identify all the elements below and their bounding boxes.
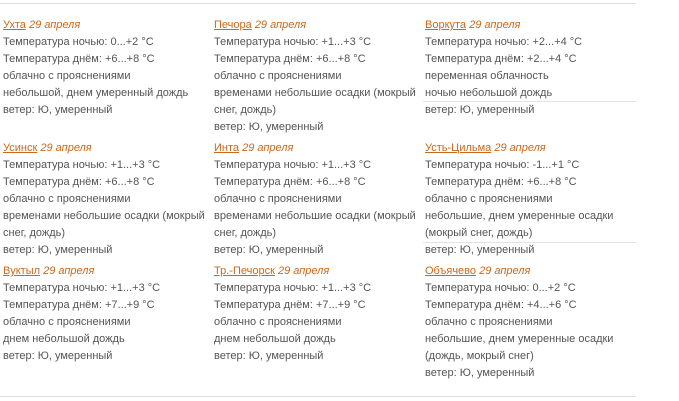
conditions-line: снег, дождь) <box>3 227 66 239</box>
conditions-line: временами небольшие осадки (мокрый <box>214 87 416 99</box>
forecast-card <box>214 140 425 259</box>
conditions-line: облачно с прояснениями <box>3 316 131 328</box>
night-temperature: Температура ночью: +1...+3 °C <box>214 159 372 171</box>
conditions-line: днем небольшой дождь <box>3 333 125 345</box>
wind-text: ветер: Ю, умеренный <box>3 104 113 116</box>
conditions-line: облачно с прояснениями <box>214 316 342 328</box>
conditions-line: небольшие, днем умеренные осадки <box>425 210 614 222</box>
forecast-card <box>425 17 636 136</box>
night-temperature: Температура ночью: -1...+1 °C <box>425 159 580 171</box>
conditions-line: облачно с прояснениями <box>425 316 553 328</box>
night-temperature: Температура ночью: +1...+3 °C <box>3 159 161 171</box>
city-link[interactable]: Вуктыл <box>3 265 41 277</box>
night-temperature: Температура ночью: +1...+3 °C <box>214 36 372 48</box>
wind-text: ветер: Ю, умеренный <box>425 244 535 256</box>
wind-text: ветер: Ю, умеренный <box>214 244 324 256</box>
wind-text: ветер: Ю, умеренный <box>3 244 113 256</box>
conditions-line: небольшие, днем умеренные осадки <box>425 333 614 345</box>
wind-text: ветер: Ю, умеренный <box>214 350 324 362</box>
conditions-line: небольшой, днем умеренный дождь <box>3 87 189 99</box>
conditions-line: снег, дождь) <box>214 227 277 239</box>
night-temperature: Температура ночью: +1...+3 °C <box>214 282 372 294</box>
forecast-date: 29 апреля <box>43 265 95 277</box>
conditions-line: ночью небольшой дождь <box>425 87 553 99</box>
conditions-line: облачно с прояснениями <box>214 193 342 205</box>
day-temperature: Температура днём: +4...+6 °C <box>425 299 577 311</box>
conditions-line: днем небольшой дождь <box>214 333 336 345</box>
night-temperature: Температура ночью: 0...+2 °C <box>425 282 576 294</box>
day-temperature: Температура днём: +6...+8 °C <box>214 53 366 65</box>
conditions-line: (мокрый снег, дождь) <box>425 227 533 239</box>
forecast-date: 29 апреля <box>254 19 307 31</box>
bottom-divider <box>0 396 636 397</box>
wind-text: ветер: Ю, умеренный <box>214 121 324 133</box>
forecast-date: 29 апреля <box>469 19 521 31</box>
forecast-date: 29 апреля <box>40 142 92 154</box>
day-temperature: Температура днём: +6...+8 °C <box>214 176 366 188</box>
forecast-card <box>425 140 636 259</box>
forecast-row <box>3 140 636 259</box>
top-divider <box>0 3 636 4</box>
city-link[interactable]: Ухта <box>3 19 26 31</box>
night-temperature: Температура ночью: 0...+2 °C <box>3 36 154 48</box>
conditions-line: временами небольшие осадки (мокрый <box>3 210 205 222</box>
city-link[interactable]: Печора <box>214 19 252 31</box>
conditions-line: облачно с прояснениями <box>425 193 553 205</box>
wind-text: ветер: Ю, умеренный <box>3 350 113 362</box>
wind-text: ветер: Ю, умеренный <box>425 367 535 379</box>
city-link[interactable]: Объячево <box>425 265 477 277</box>
forecast-card <box>214 17 425 136</box>
day-temperature: Температура днём: +2...+4 °C <box>425 53 577 65</box>
conditions-line: облачно с прояснениями <box>3 193 131 205</box>
forecast-date: 29 апреля <box>242 142 294 154</box>
city-link[interactable]: Тр.-Печорск <box>214 265 275 277</box>
night-temperature: Температура ночью: +2...+4 °C <box>425 36 583 48</box>
forecast-date: 29 апреля <box>479 265 531 277</box>
forecast-card <box>214 263 425 382</box>
city-link[interactable]: Усинск <box>3 142 38 154</box>
city-link[interactable]: Инта <box>214 142 240 154</box>
conditions-line: временами небольшие осадки (мокрый <box>214 210 416 222</box>
forecast-card <box>3 140 214 259</box>
day-temperature: Температура днём: +6...+8 °C <box>3 176 155 188</box>
forecast-card <box>3 17 214 136</box>
conditions-line: облачно с прояснениями <box>3 70 131 82</box>
day-temperature: Температура днём: +7...+9 °C <box>3 299 155 311</box>
city-link[interactable]: Воркута <box>425 19 467 31</box>
forecast-row <box>3 17 636 136</box>
day-temperature: Температура днём: +6...+8 °C <box>425 176 577 188</box>
conditions-line: снег, дождь) <box>214 104 277 116</box>
forecast-card <box>3 263 214 382</box>
forecast-date: 29 апреля <box>277 265 330 277</box>
forecast-date: 29 апреля <box>28 19 81 31</box>
forecast-date: 29 апреля <box>494 142 546 154</box>
day-temperature: Температура днём: +6...+8 °C <box>3 53 155 65</box>
night-temperature: Температура ночью: +1...+3 °C <box>3 282 161 294</box>
city-link[interactable]: Усть-Цильма <box>425 142 492 154</box>
conditions-line: переменная облачность <box>425 70 549 82</box>
conditions-line: облачно с прояснениями <box>214 70 342 82</box>
forecast-row <box>3 263 636 382</box>
wind-text: ветер: Ю, умеренный <box>425 104 535 116</box>
day-temperature: Температура днём: +7...+9 °C <box>214 299 366 311</box>
conditions-line: (дождь, мокрый снег) <box>425 350 534 362</box>
forecast-card <box>425 263 636 382</box>
